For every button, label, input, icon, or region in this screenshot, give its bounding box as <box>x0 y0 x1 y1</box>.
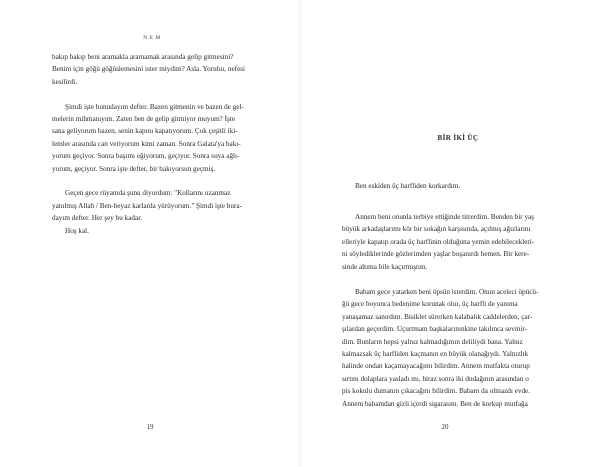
text-line: Geçen gece rüyamda şunu diyordum: "Kollarını uzanmaz <box>65 189 231 198</box>
text-line: pis kokulu dumanın çıkacağını bilirdim. Babam da olmazdı evde. <box>342 387 531 396</box>
text-line: ğü gece boyunca bedenime korunak olur, üç harfli de yanıma <box>342 300 518 309</box>
paragraph <box>342 286 574 410</box>
text-line: yanaşamaz sanırdım. Bisiklet sürerken kalabalık caddelerden, çar- <box>342 312 533 321</box>
text-line: dim. Bunların hepsi yalnız kalmadığımın deliliydi bana. Yalnız <box>342 337 523 346</box>
page-number: 19 <box>146 423 154 431</box>
paragraph <box>342 180 574 192</box>
text-line: Şimdi işte bunudayım defter. Bazen gitmenin ve bazen de gel- <box>65 102 244 111</box>
text-line: ni söylediklerinde gözlerimden yaşlar boşanırdı hemen. Bir kere- <box>342 250 530 259</box>
text-line: bakıp bakıp beni aramakla aramamak arasında gelip gitmesini? <box>52 53 234 61</box>
running-head: N E M <box>143 35 161 41</box>
text-line: şılardan geçerdim. Uçurtmam başkalarınınkine takılınca sevinir- <box>342 325 528 334</box>
text-line: melerin mihmanıyım. Zaten ben de gelip gitmiyor muyum? İşte <box>52 115 236 124</box>
text-line: sırtını dolaplara yasladı mı, biraz sonra iki dudağının arasından o <box>342 374 529 383</box>
text-line: Annem beni onunla terbiye ettiğinde titrerdim. Benden bir yaş <box>355 213 535 221</box>
chapter-title: BİR İKİ ÜÇ <box>437 134 479 142</box>
paragraph <box>52 225 272 237</box>
text-line: yanılmış Allah / Ben-beyaz karlarda yürüyorum." Şimdi işte bura- <box>52 201 242 210</box>
right-page <box>300 0 600 467</box>
right-text-block-intro <box>342 180 574 192</box>
text-line: Benim için göğü göğüslemesini ister miydim? Asla. Yoruluı, nefesi <box>52 65 246 74</box>
right-text-block-2 <box>342 286 574 410</box>
text-line: dayım defter. Her şey bu kadar. <box>52 214 143 223</box>
text-line: Babam gece yatarken beni öpsün isterdim. Onun aceleci öpücü- <box>355 288 539 296</box>
text-line: Ben eskiden üç harfliden korkardım. <box>355 182 461 190</box>
text-line: halinde ondan kaçamayacağımı bilirdim. Annem mutfakta oturup <box>342 362 530 371</box>
text-line: yorum, geçiyor. Sonra işte defter, bir bakıyorsun geçmiş. <box>52 164 216 173</box>
left-text-block <box>52 51 272 237</box>
paragraph <box>52 51 272 88</box>
text-line: kesilirdi. <box>52 77 78 86</box>
page-number: 20 <box>441 423 449 431</box>
text-line: elleriyle kapatıp orada üç harflinin olduğuna yemin edebilecekleri- <box>342 237 535 246</box>
right-text-block-1 <box>342 211 574 273</box>
text-line: sinde altıma bile kaçırmıştım. <box>342 262 428 271</box>
text-line: lemler arasında can veriyorum kimi zaman. Sonra Galata'ya bakı- <box>52 139 241 148</box>
text-line: büyük arkadaşlarımı kör bir sokağın karşısında, açılmış ağızlarını <box>342 225 531 234</box>
text-line: yorum geçiyor. Sonra başımı eğiyorum, geçiyor. Sonra suya ağlı- <box>52 152 240 161</box>
text-line: Hoş kal. <box>65 226 89 235</box>
text-line: sana geliyorum bazen, senin kapını kapatıyorum. Çok çeşitli iki- <box>52 127 238 136</box>
paragraph <box>52 187 272 224</box>
text-line: kalmazsak üç harfliden kaçmanın en büyük olanağıydı. Yalnızlık <box>342 350 529 359</box>
text-line: Annem babamdan gizli içerdi sigarasını. Ben de korkup mutfağa <box>342 399 528 408</box>
paragraph <box>342 211 574 273</box>
paragraph <box>52 101 272 175</box>
